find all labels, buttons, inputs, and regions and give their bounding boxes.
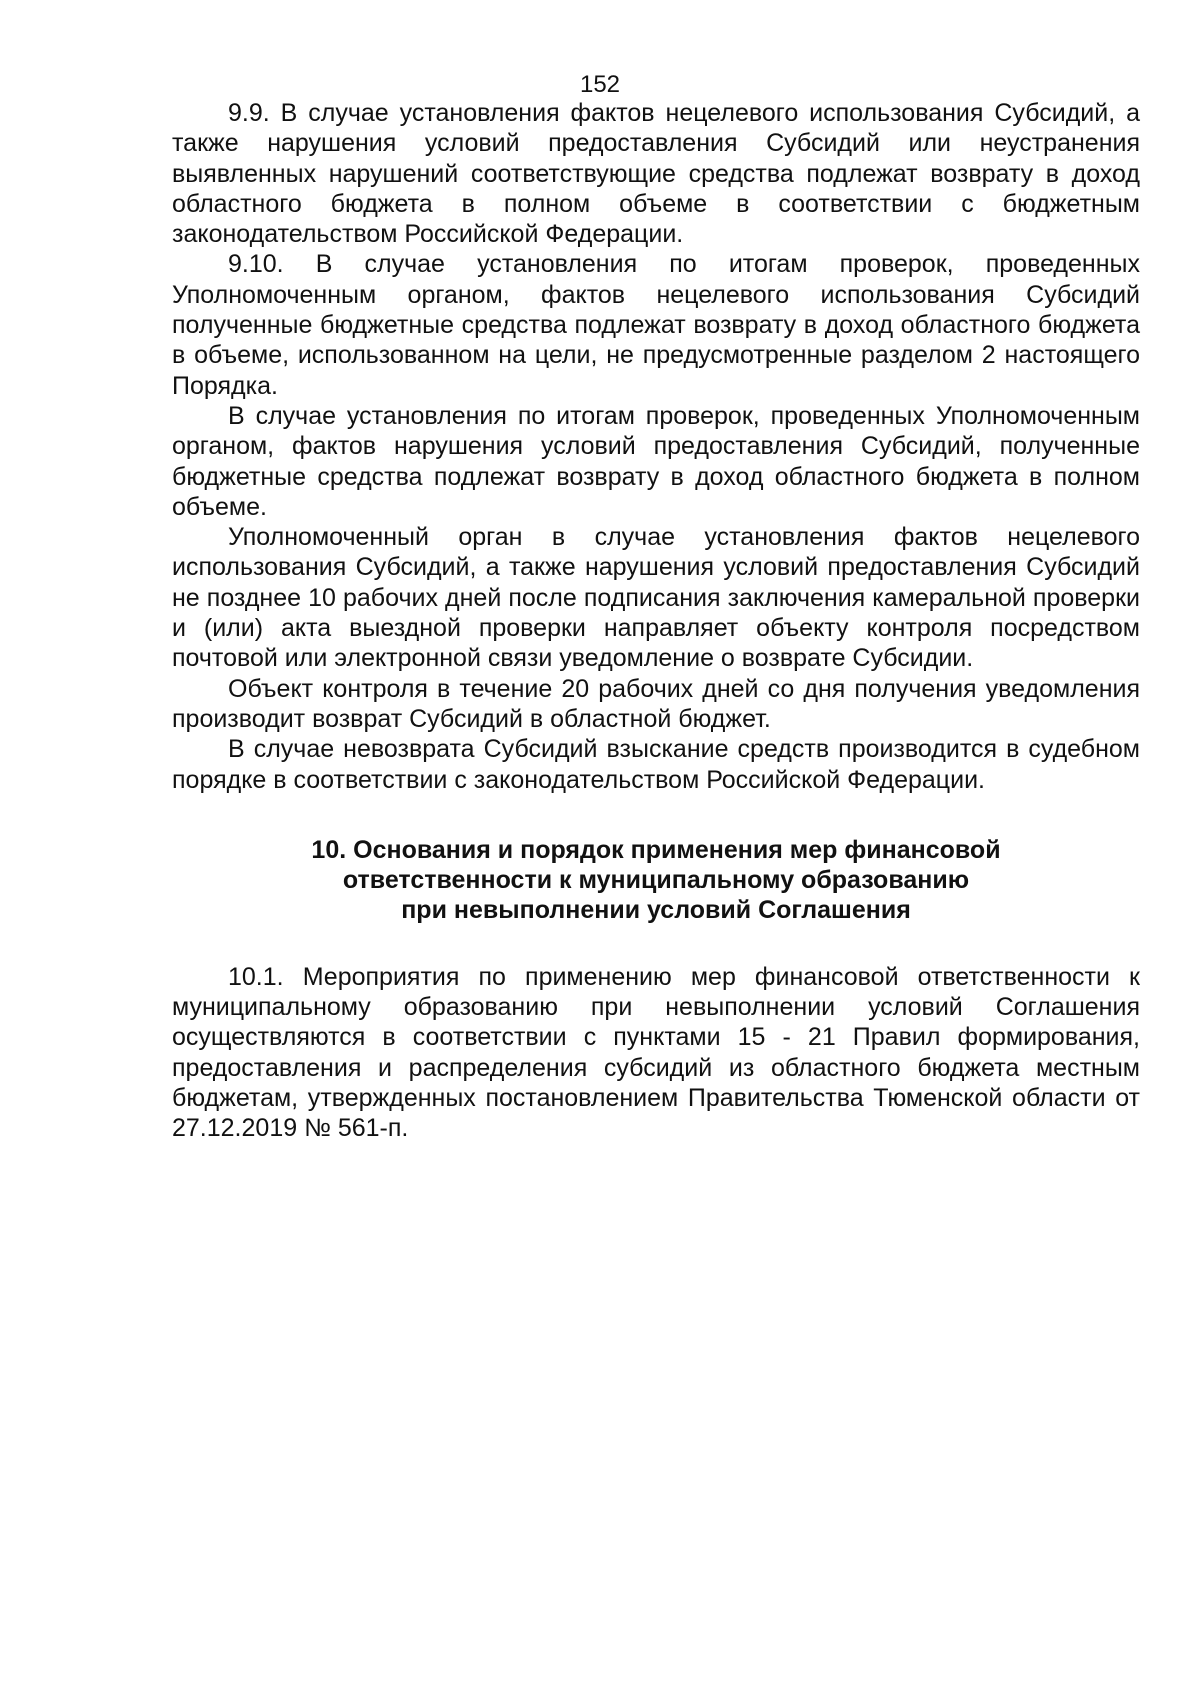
paragraph-court-recovery: В случае невозврата Субсидий взыскание средств производится в судебном порядке в соответствии с законодательством Российской Федерации. [172,735,1140,794]
section-heading-line-1: 10. Основания и порядок применения мер финансовой [311,835,1001,864]
paragraph-10-1: 10.1. Мероприятия по применению мер финансовой ответственности к муниципальному образованию при невыполнении условий Соглашения осуществляются в соответствии с пунктами 15 - 21 Правил формирования, предоставления и распределения субсидий из областного бюджета местным бюджетам, утвержденных постановлением Правительства Тюменской области от 27.12.2019 № 561-п. [172,962,1140,1143]
paragraph-9-10: 9.10. В случае установления по итогам проверок, проведенных Уполномоченным органом, фактов нецелевого использования Субсидий полученные бюджетные средства подлежат возврату в доход областного бюджета в объеме, использованном на цели, не предусмотренные разделом 2 настоящего Порядка. [172,250,1140,400]
paragraph-return-deadline: Объект контроля в течение 20 рабочих дней со дня получения уведомления производит возврат Субсидий в областной бюджет. [172,674,1140,733]
document-body [172,98,1140,1144]
paragraph-notification: Уполномоченный орган в случае установления фактов нецелевого использования Субсидий, а также нарушения условий предоставления Субсидий не позднее 10 рабочих дней после подписания заключения камеральной проверки и (или) акта выездной проверки направляет объекту контроля посредством почтовой или электронной связи уведомление о возврате Субсидии. [172,523,1140,673]
section-heading-line-3: при невыполнении условий Соглашения [401,896,911,925]
paragraph-violation-return: В случае установления по итогам проверок, проведенных Уполномоченным органом, фактов нарушения условий предоставления Субсидий, полученные бюджетные средства подлежат возврату в доход областного бюджета в полном объеме. [172,401,1140,521]
section-10-heading [172,835,1140,926]
page-number: 152 [579,71,621,98]
paragraph-9-9: 9.9. В случае установления фактов нецелевого использования Субсидий, а также нарушения условий предоставления Субсидий или неустранения выявленных нарушений соответствующие средства подлежат возврату в доход областного бюджета в полном объеме в соответствии с бюджетным законодательством Российской Федерации. [172,99,1140,249]
section-heading-line-2: ответственности к муниципальному образованию [342,866,970,895]
